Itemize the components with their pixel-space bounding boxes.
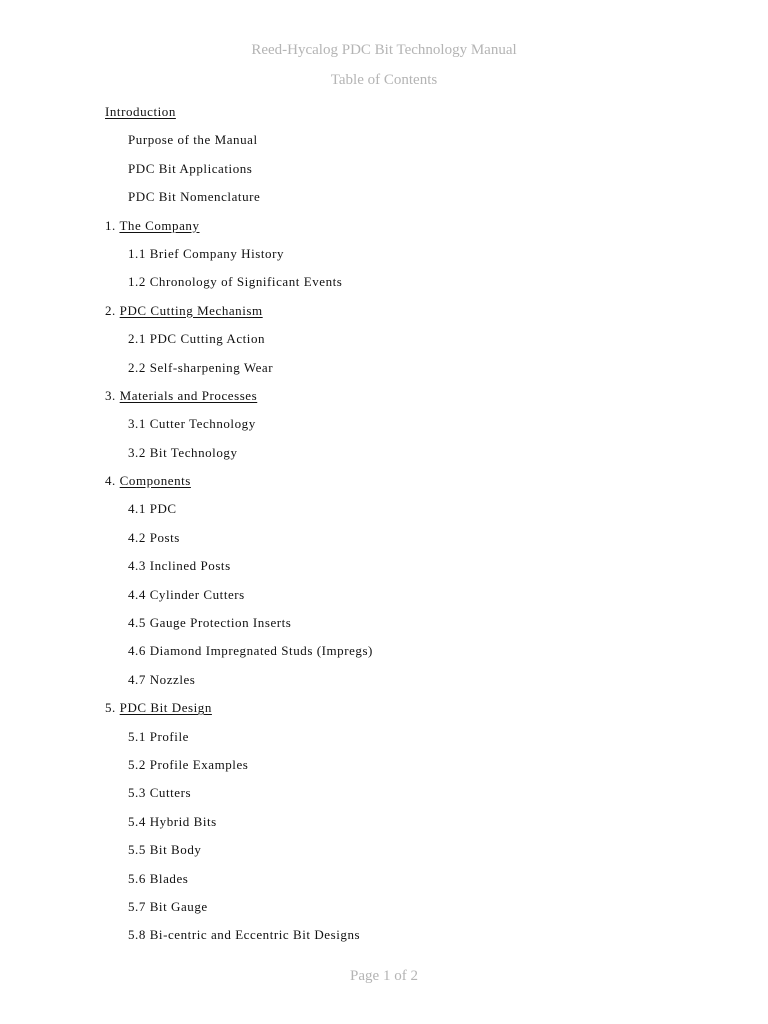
toc-subsection-item: 5.3 Cutters xyxy=(128,785,192,801)
toc-subsection-item: 5.8 Bi-centric and Eccentric Bit Designs xyxy=(128,927,361,943)
toc-subsection-item: 1.2 Chronology of Significant Events xyxy=(128,274,343,290)
toc-subsection-item: 5.2 Profile Examples xyxy=(128,756,249,772)
toc-section-entry xyxy=(105,301,705,329)
toc-section-entry xyxy=(105,216,705,244)
toc-section-number: 4. xyxy=(105,473,116,489)
toc-section-link[interactable]: The Company xyxy=(119,217,200,233)
toc-section-link[interactable]: PDC Bit Design xyxy=(119,700,212,716)
toc-subsection-item: 4.3 Inclined Posts xyxy=(128,558,231,574)
toc-section-link[interactable]: PDC Cutting Mechanism xyxy=(119,302,263,318)
toc-subsection-item: 5.1 Profile xyxy=(128,728,189,744)
toc-subsection-item: 2.2 Self-sharpening Wear xyxy=(128,359,274,375)
toc-subsection-item: 5.7 Bit Gauge xyxy=(128,898,208,914)
toc-subsection-item: 4.1 PDC xyxy=(128,501,177,517)
page-number: Page 1 of 2 xyxy=(350,968,418,984)
toc-subsection-item: PDC Bit Applications xyxy=(128,160,253,176)
toc-subsection-item: Purpose of the Manual xyxy=(128,132,258,148)
toc-section-link[interactable]: Components xyxy=(119,473,191,489)
toc-subsection-item: 3.1 Cutter Technology xyxy=(128,416,256,432)
toc-subsection-item: 1.1 Brief Company History xyxy=(128,245,285,261)
toc-subsection-item: 5.6 Blades xyxy=(128,870,189,886)
toc-subsection-item: 4.5 Gauge Protection Inserts xyxy=(128,615,292,631)
toc-section-link[interactable]: Materials and Processes xyxy=(119,387,258,403)
toc-section-entry xyxy=(105,386,705,414)
toc-section-link[interactable]: Introduction xyxy=(105,104,176,119)
toc-subsection-item: 4.6 Diamond Impregnated Studs (Impregs) xyxy=(128,643,373,659)
toc-section-number: 2. xyxy=(105,302,116,318)
toc-subsection-item: 5.5 Bit Body xyxy=(128,842,202,858)
toc-section-number: 3. xyxy=(105,387,116,403)
toc-section-entry xyxy=(105,471,705,499)
toc-section-entry xyxy=(105,698,705,726)
toc-section-entry xyxy=(105,102,705,130)
document-title: Reed-Hycalog PDC Bit Technology Manual xyxy=(251,42,517,58)
toc-subsection-item: 5.4 Hybrid Bits xyxy=(128,813,217,829)
table-of-contents xyxy=(105,102,705,954)
toc-subsection-item: PDC Bit Nomenclature xyxy=(128,189,261,205)
toc-subsection-item: 4.4 Cylinder Cutters xyxy=(128,586,245,602)
toc-subsection-item: 2.1 PDC Cutting Action xyxy=(128,331,266,347)
toc-section-number: 5. xyxy=(105,700,116,716)
toc-section-number: 1. xyxy=(105,217,116,233)
toc-subsection-item: 3.2 Bit Technology xyxy=(128,444,238,460)
document-subtitle: Table of Contents xyxy=(330,72,438,88)
toc-subsection-item: 4.2 Posts xyxy=(128,529,180,545)
toc-subsection-item: 4.7 Nozzles xyxy=(128,671,196,687)
